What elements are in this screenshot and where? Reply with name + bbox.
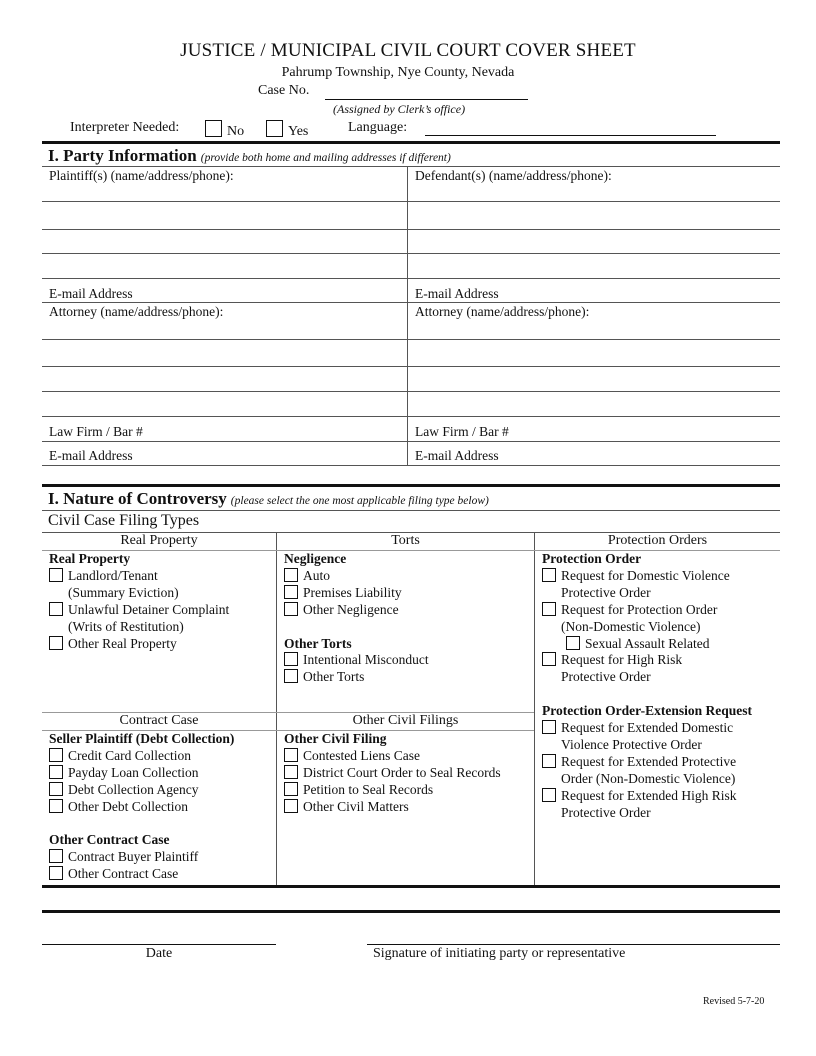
ext-highrisk-option[interactable] xyxy=(542,788,778,805)
unlawful-label: Unlawful Detainer Complaint xyxy=(68,601,230,617)
other-negligence-label: Other Negligence xyxy=(303,601,399,617)
email-line[interactable] xyxy=(42,302,780,303)
revised-note: Revised 5-7-20 xyxy=(703,996,765,1007)
other-civil-option[interactable] xyxy=(284,799,532,816)
yes-checkbox[interactable] xyxy=(266,120,283,137)
sexual-checkbox[interactable] xyxy=(566,636,580,650)
premises-option[interactable] xyxy=(284,585,532,602)
premises-checkbox[interactable] xyxy=(284,585,298,599)
form-title: JUSTICE / MUNICIPAL CIVIL COURT COVER SHEET xyxy=(180,40,636,61)
other-contract-heading: Other Contract Case xyxy=(49,832,170,848)
attorney-email-line[interactable] xyxy=(42,465,780,466)
highrisk-label: Request for High Risk xyxy=(561,652,683,668)
other-negligence-checkbox[interactable] xyxy=(284,602,298,616)
case-no-field[interactable] xyxy=(325,99,528,100)
liens-option[interactable] xyxy=(284,748,532,765)
nature-heading: I. Nature of Controversy xyxy=(48,489,227,508)
ext-highrisk-sub: Protective Order xyxy=(561,804,651,820)
date-field[interactable] xyxy=(42,944,276,945)
liens-label: Contested Liens Case xyxy=(303,747,420,763)
attorney-line-2[interactable] xyxy=(42,366,780,367)
ext-protective-sub: Order (Non-Domestic Violence) xyxy=(561,770,736,786)
plaintiff-line-4[interactable] xyxy=(42,278,780,279)
date-label: Date xyxy=(145,946,173,961)
defendant-label: Defendant(s) (name/address/phone): xyxy=(415,168,612,183)
no-checkbox[interactable] xyxy=(205,120,222,137)
district-option[interactable] xyxy=(284,765,532,782)
protection-label: Request for Protection Order xyxy=(561,601,718,617)
plaintiff-email-label: E-mail Address xyxy=(49,286,133,301)
petition-checkbox[interactable] xyxy=(284,782,298,796)
other-debt-checkbox[interactable] xyxy=(49,799,63,813)
payday-label: Payday Loan Collection xyxy=(68,764,199,780)
protection-checkbox[interactable] xyxy=(542,602,556,616)
protection-option[interactable] xyxy=(542,602,778,619)
interpreter-label: Interpreter Needed: xyxy=(70,120,180,135)
signature-label: Signature of initiating party or representative xyxy=(373,946,626,961)
unlawful-option[interactable] xyxy=(49,602,274,619)
intentional-checkbox[interactable] xyxy=(284,652,298,666)
other-negligence-option[interactable] xyxy=(284,602,532,619)
payday-checkbox[interactable] xyxy=(49,765,63,779)
col-protection: Protection Orders xyxy=(607,533,708,548)
section-divider xyxy=(42,141,780,144)
other-torts-option[interactable] xyxy=(284,669,532,686)
plaintiff-label: Plaintiff(s) (name/address/phone): xyxy=(49,168,234,183)
column-divider-1 xyxy=(276,532,277,887)
unlawful-checkbox[interactable] xyxy=(49,602,63,616)
defendant-lawfirm-label: Law Firm / Bar # xyxy=(415,424,509,439)
party-note: (provide both home and mailing addresses if different) xyxy=(200,152,451,164)
other-civil-heading: Other Civil Filing xyxy=(284,731,387,746)
ext-domestic-sub: Violence Protective Order xyxy=(561,736,702,752)
section-divider xyxy=(42,910,780,913)
other-torts-label: Other Torts xyxy=(303,669,365,685)
interpreter-yes[interactable] xyxy=(266,120,308,140)
plaintiff-attorney-email-label: E-mail Address xyxy=(49,448,133,463)
ext-highrisk-checkbox[interactable] xyxy=(542,788,556,802)
interpreter-row xyxy=(70,120,179,136)
party-heading: I. Party Information xyxy=(48,146,197,165)
defendant-attorney-label: Attorney (name/address/phone): xyxy=(415,304,590,319)
other-debt-option[interactable] xyxy=(49,799,274,816)
defendant-email-label: E-mail Address xyxy=(415,286,499,301)
defendant-attorney-email-label: E-mail Address xyxy=(415,448,499,463)
assigned-note: (Assigned by Clerk’s office) xyxy=(333,102,466,116)
buyer-option[interactable] xyxy=(49,849,274,866)
case-no-label: Case No. xyxy=(258,83,310,98)
auto-checkbox[interactable] xyxy=(284,568,298,582)
other-real-property-checkbox[interactable] xyxy=(49,636,63,650)
no-label: No xyxy=(227,124,245,139)
other-civil-checkbox[interactable] xyxy=(284,799,298,813)
other-contract-checkbox[interactable] xyxy=(49,866,63,880)
protection-heading: Protection Order xyxy=(542,551,642,566)
landlord-sub: (Summary Eviction) xyxy=(68,584,179,600)
court-location: Pahrump Township, Nye County, Nevada xyxy=(281,65,515,80)
ext-domestic-checkbox[interactable] xyxy=(542,720,556,734)
domestic-sub: Protective Order xyxy=(561,584,651,600)
buyer-label: Contract Buyer Plaintiff xyxy=(68,849,199,865)
ext-domestic-option[interactable] xyxy=(542,720,778,737)
nature-note: (please select the one most applicable filing type below) xyxy=(230,495,489,507)
other-civil-label: Other Civil Matters xyxy=(303,798,409,814)
filing-types-label: Civil Case Filing Types xyxy=(48,512,200,529)
lawfirm-line[interactable] xyxy=(42,441,780,442)
credit-label: Credit Card Collection xyxy=(68,747,191,763)
other-contract-option[interactable] xyxy=(49,866,274,883)
protection-column xyxy=(542,551,778,821)
buyer-checkbox[interactable] xyxy=(49,849,63,863)
torts-column xyxy=(284,551,532,686)
ext-protective-option[interactable] xyxy=(542,754,778,771)
auto-label: Auto xyxy=(303,567,330,583)
intentional-label: Intentional Misconduct xyxy=(303,652,429,668)
petition-option[interactable] xyxy=(284,782,532,799)
real-property-heading: Real Property xyxy=(49,551,131,566)
credit-option[interactable] xyxy=(49,748,274,765)
other-real-property-label: Other Real Property xyxy=(68,635,177,651)
district-label: District Court Order to Seal Records xyxy=(303,764,501,780)
domestic-label: Request for Domestic Violence xyxy=(561,567,730,583)
other-debt-label: Other Debt Collection xyxy=(68,798,188,814)
ext-protective-checkbox[interactable] xyxy=(542,754,556,768)
language-field[interactable] xyxy=(425,135,716,136)
unlawful-sub: (Writs of Restitution) xyxy=(68,618,184,634)
other-real-property-option[interactable] xyxy=(49,636,274,653)
sexual-option[interactable] xyxy=(542,636,778,653)
other-civil-column xyxy=(284,731,532,816)
credit-checkbox[interactable] xyxy=(49,748,63,762)
attorney-line-3[interactable] xyxy=(42,391,780,392)
col-torts: Torts xyxy=(391,533,420,548)
signature-field[interactable] xyxy=(367,944,780,945)
attorney-line-4[interactable] xyxy=(42,416,780,417)
col-contract: Contract Case xyxy=(119,713,199,728)
agency-label: Debt Collection Agency xyxy=(68,781,199,797)
col-other-civil: Other Civil Filings xyxy=(352,713,459,728)
plaintiff-attorney-label: Attorney (name/address/phone): xyxy=(49,304,224,319)
landlord-label: Landlord/Tenant xyxy=(68,567,158,583)
payday-option[interactable] xyxy=(49,765,274,782)
other-torts-heading: Other Torts xyxy=(284,635,352,651)
col-real-property: Real Property xyxy=(120,533,198,548)
interpreter-no[interactable] xyxy=(205,120,244,140)
highrisk-option[interactable] xyxy=(542,652,778,669)
petition-label: Petition to Seal Records xyxy=(303,781,434,797)
nature-heading-row xyxy=(48,489,489,509)
other-contract-label: Other Contract Case xyxy=(68,866,179,882)
highrisk-checkbox[interactable] xyxy=(542,652,556,666)
ext-domestic-label: Request for Extended Domestic xyxy=(561,720,734,736)
yes-label: Yes xyxy=(288,124,309,139)
sexual-label: Sexual Assault Related xyxy=(585,635,710,651)
plaintiff-line-1[interactable] xyxy=(42,201,780,202)
rule xyxy=(42,166,780,167)
agency-checkbox[interactable] xyxy=(49,782,63,796)
rule xyxy=(42,510,780,511)
landlord-option[interactable] xyxy=(49,568,274,585)
contract-column xyxy=(49,731,274,883)
language-label: Language: xyxy=(348,120,408,135)
real-property-column xyxy=(49,551,274,652)
seller-heading: Seller Plaintiff (Debt Collection) xyxy=(49,731,235,746)
district-checkbox[interactable] xyxy=(284,765,298,779)
plaintiff-line-2[interactable] xyxy=(42,229,780,230)
party-heading-row xyxy=(48,146,451,166)
other-torts-checkbox[interactable] xyxy=(284,669,298,683)
domestic-option[interactable] xyxy=(542,568,778,585)
landlord-checkbox[interactable] xyxy=(49,568,63,582)
section-divider xyxy=(42,484,780,487)
protection-sub: (Non-Domestic Violence) xyxy=(561,618,701,634)
highrisk-sub: Protective Order xyxy=(561,669,651,685)
domestic-checkbox[interactable] xyxy=(542,568,556,582)
section-divider xyxy=(42,885,780,888)
agency-option[interactable] xyxy=(49,782,274,799)
attorney-line-1[interactable] xyxy=(42,339,780,340)
negligence-heading: Negligence xyxy=(284,551,347,566)
intentional-option[interactable] xyxy=(284,652,532,669)
plaintiff-lawfirm-label: Law Firm / Bar # xyxy=(49,424,143,439)
premises-label: Premises Liability xyxy=(303,584,402,600)
ext-heading: Protection Order-Extension Request xyxy=(542,703,752,719)
ext-protective-label: Request for Extended Protective xyxy=(561,753,737,769)
plaintiff-line-3[interactable] xyxy=(42,253,780,254)
auto-option[interactable] xyxy=(284,568,532,585)
party-column-divider xyxy=(407,166,408,466)
ext-highrisk-label: Request for Extended High Risk xyxy=(561,787,737,803)
liens-checkbox[interactable] xyxy=(284,748,298,762)
column-divider-2 xyxy=(534,532,535,887)
